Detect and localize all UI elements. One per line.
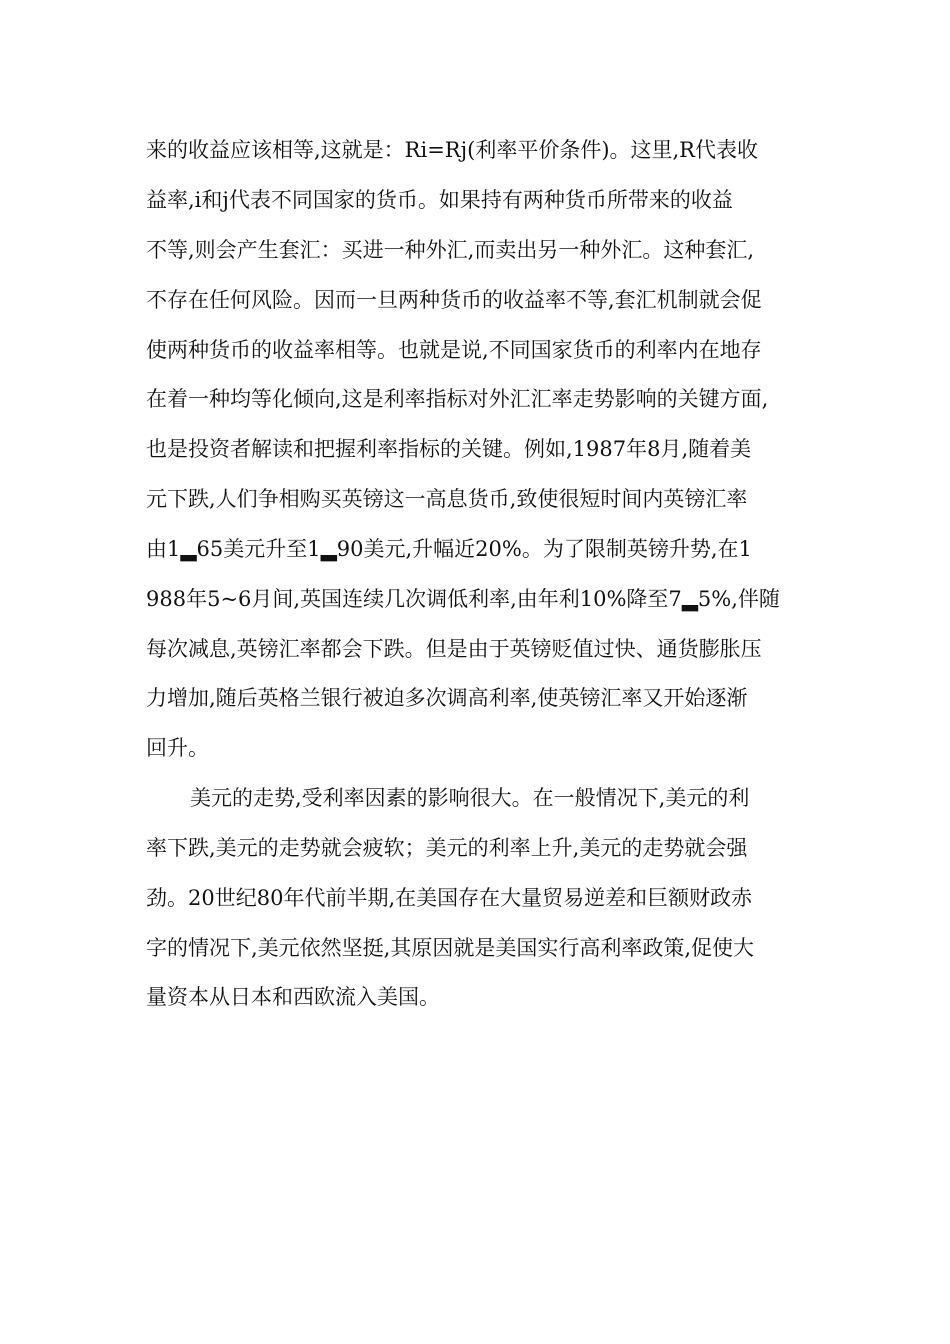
- paragraph-1-line-2: 益率,i和j代表不同国家的货币。如果持有两种货币所带来的收益: [146, 188, 733, 212]
- paragraph-1-line-1: 来的收益应该相等,这就是：Ri=Rj(利率平价条件)。这里,R代表收: [146, 138, 758, 162]
- paragraph-1-line-11: 每次减息,英镑汇率都会下跌。但是由于英镑贬值过快、通货膨胀压: [146, 637, 762, 661]
- paragraph-1-line-3: 不等,则会产生套汇：买进一种外汇,而卖出另一种外汇。这种套汇,: [146, 238, 755, 262]
- paragraph-1-line-7: 也是投资者解读和把握利率指标的关键。例如,1987年8月,随着美: [146, 437, 752, 461]
- paragraph-1-line-10: 988年5~6月间,英国连续几次调低利率,由年利10%降至7▂5%,伴随: [146, 587, 780, 611]
- paragraph-1-line-9: 由1▂65美元升至1▂90美元,升幅近20%。为了限制英镑升势,在1: [146, 537, 752, 561]
- paragraph-2-line-1: 美元的走势,受利率因素的影响很大。在一般情况下,美元的利: [190, 786, 750, 810]
- paragraph-2-line-4: 字的情况下,美元依然坚挺,其原因就是美国实行高利率政策,促使大: [146, 936, 755, 960]
- paragraph-1-line-13: 回升。: [146, 736, 209, 760]
- paragraph-1-line-5: 使两种货币的收益率相等。也就是说,不同国家货币的利率内在地存: [146, 338, 762, 362]
- paragraph-1-line-6: 在着一种均等化倾向,这是利率指标对外汇汇率走势影响的关键方面,: [146, 387, 769, 411]
- paragraph-2-line-3: 劲。20世纪80年代前半期,在美国存在大量贸易逆差和巨额财政赤: [146, 886, 753, 910]
- paragraph-2-line-2: 率下跌,美元的走势就会疲软；美元的利率上升,美元的走势就会强: [146, 836, 748, 860]
- paragraph-1-line-4: 不存在任何风险。因而一旦两种货币的收益率不等,套汇机制就会促: [146, 288, 762, 312]
- paragraph-1-line-8: 元下跌,人们争相购买英镑这一高息货币,致使很短时间内英镑汇率: [146, 487, 748, 511]
- paragraph-1-line-12: 力增加,随后英格兰银行被迫多次调高利率,使英镑汇率又开始逐渐: [146, 686, 748, 710]
- paragraph-2-line-5: 量资本从日本和西欧流入美国。: [146, 985, 440, 1009]
